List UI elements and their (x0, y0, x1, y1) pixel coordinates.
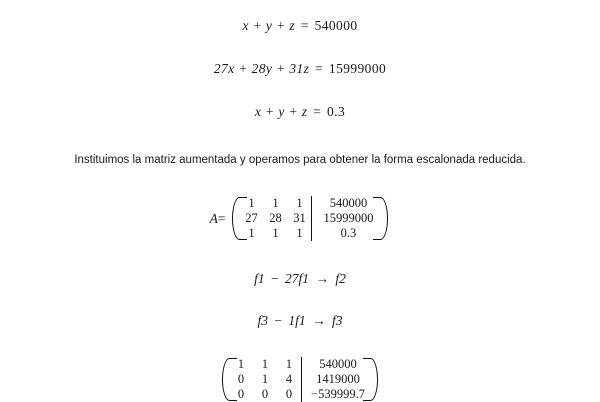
row-op-2-operator: − (274, 313, 283, 328)
matrix-b-cell: 0 (237, 387, 245, 401)
matrix-b-cell: 0 (237, 372, 245, 386)
equation-1-lhs: x + y + z (242, 18, 296, 33)
equation-3-equals: = (313, 104, 322, 119)
augmented-matrix-b (0, 357, 600, 402)
table-row (239, 196, 381, 211)
row-op-2-factor: 1f1 (288, 313, 306, 328)
matrix-b-cell: 0 (285, 387, 293, 401)
equation-3-lhs: x + y + z (254, 104, 308, 119)
row-op-1-operator: − (271, 271, 279, 286)
matrix-a-cell: 1 (272, 196, 279, 210)
table-row (239, 211, 381, 226)
matrix-b-augment-cell: −539999.7 (302, 387, 372, 402)
matrix-b-cell: 0 (261, 387, 269, 401)
row-op-1-result: f2 (335, 271, 346, 286)
matrix-a-label: A= (209, 210, 226, 226)
matrix-a-cell: 1 (248, 226, 255, 240)
matrix-b-table (229, 357, 371, 402)
row-op-1-factor: 27f1 (285, 271, 310, 286)
row-op-2-result: f3 (331, 313, 343, 328)
left-paren-icon (220, 357, 229, 402)
matrix-a-cell: 1 (272, 226, 279, 240)
matrix-b-cell: 1 (285, 357, 293, 371)
table-row (229, 372, 371, 387)
right-paren-icon (381, 196, 390, 241)
matrix-a-table (239, 196, 381, 241)
right-paren-icon (371, 357, 380, 402)
equation-1-rhs: 540000 (314, 18, 358, 33)
row-operation-2 (0, 313, 600, 329)
augmented-matrix-a (0, 196, 600, 241)
arrow-icon: → (315, 271, 329, 286)
row-operation-1 (0, 271, 600, 287)
explanatory-paragraph: Instituimos la matriz aumentada y operamos para obtener la forma escalonada reducida. (74, 154, 526, 166)
matrix-a-augment-cell: 0.3 (312, 226, 382, 241)
left-paren-icon (230, 196, 239, 241)
row-op-1-target: f1 (254, 271, 265, 286)
matrix-a-augment-cell: 540000 (312, 196, 382, 211)
matrix-a-cell: 1 (296, 226, 303, 240)
equation-1-equals: = (300, 18, 309, 33)
table-row (239, 226, 381, 241)
equation-line-3 (0, 104, 600, 120)
matrix-b-augment-cell: 1419000 (302, 372, 372, 387)
matrix-a-cell: 1 (248, 196, 255, 210)
matrix-a-augment-cell: 15999000 (312, 211, 382, 226)
matrix-a-cell: 31 (293, 211, 306, 225)
equation-line-2 (0, 61, 600, 77)
matrix-b-augment-cell: 540000 (302, 357, 372, 372)
matrix-b-cell: 1 (261, 372, 269, 386)
table-row (229, 357, 371, 372)
matrix-a-cell: 1 (296, 196, 303, 210)
equation-line-1 (0, 18, 600, 34)
equation-2-equals: = (315, 61, 324, 76)
row-op-2-target: f3 (257, 313, 269, 328)
matrix-b-cell: 1 (237, 357, 245, 371)
matrix-a-cell: 28 (269, 211, 282, 225)
arrow-icon: → (312, 313, 326, 328)
equation-3-rhs: 0.3 (327, 104, 346, 119)
matrix-b-body (220, 357, 380, 402)
matrix-b-cell: 4 (285, 372, 293, 386)
equation-2-rhs: 15999000 (328, 61, 387, 76)
matrix-a-cell: 27 (245, 211, 258, 225)
matrix-a-body (230, 196, 390, 241)
matrix-b-cell: 1 (261, 357, 269, 371)
equation-2-lhs: 27x + 28y + 31z (213, 61, 310, 76)
